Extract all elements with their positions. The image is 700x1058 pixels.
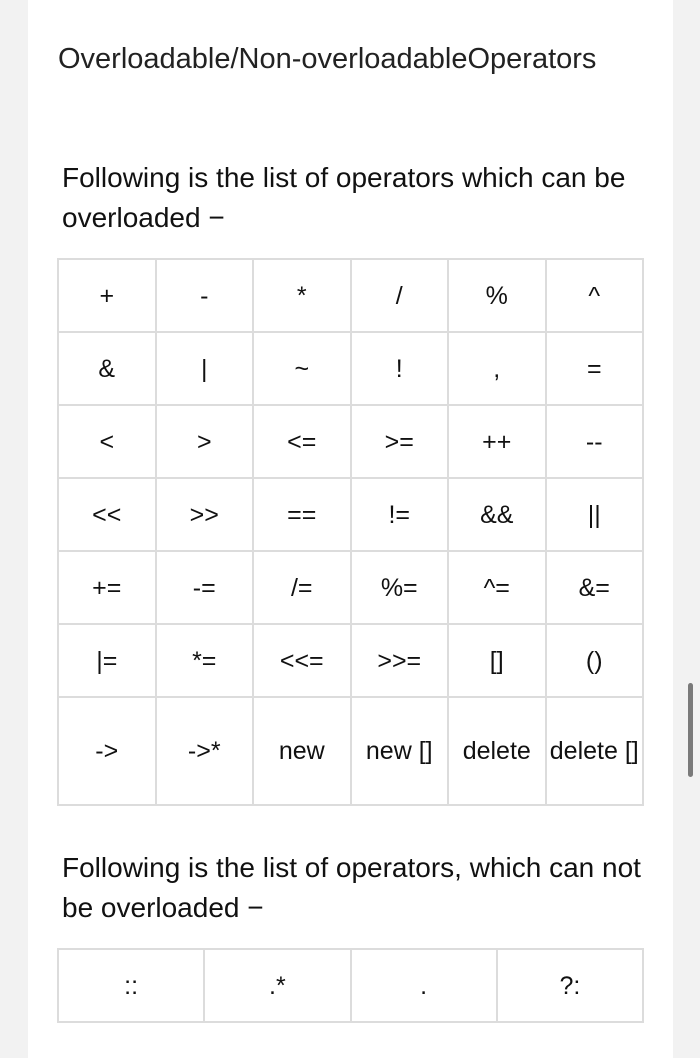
operator-cell: > [156, 405, 254, 478]
operator-cell: *= [156, 624, 254, 697]
operator-cell: << [58, 478, 156, 551]
operator-cell: % [448, 259, 546, 332]
operator-cell: ^ [546, 259, 644, 332]
operator-cell: :: [58, 949, 204, 1022]
operator-cell: | [156, 332, 254, 405]
table-row [58, 405, 643, 478]
table-row [58, 551, 643, 624]
overloadable-intro: Following is the list of operators which can be overloaded − [62, 162, 626, 233]
operator-cell: () [546, 624, 644, 697]
article-card [28, 0, 673, 1058]
page-title: Overloadable/Non-overloadableOperators [58, 43, 597, 75]
table-row [58, 697, 643, 805]
operator-cell: - [156, 259, 254, 332]
operator-cell: |= [58, 624, 156, 697]
table-row [58, 478, 643, 551]
operator-cell: + [58, 259, 156, 332]
overloadable-operators-table [57, 258, 644, 806]
table-row [58, 259, 643, 332]
operator-cell: <<= [253, 624, 351, 697]
operator-cell: / [351, 259, 449, 332]
table-row [58, 332, 643, 405]
operator-cell: >= [351, 405, 449, 478]
scrollbar-thumb[interactable] [688, 683, 693, 777]
operator-cell: ?: [497, 949, 643, 1022]
operator-cell: [] [448, 624, 546, 697]
non-overloadable-intro: Following is the list of operators, which can not be overloaded − [62, 852, 641, 923]
operator-cell: &= [546, 551, 644, 624]
operator-cell: += [58, 551, 156, 624]
operator-cell: ~ [253, 332, 351, 405]
operator-cell: new [] [351, 697, 449, 805]
operator-cell: ++ [448, 405, 546, 478]
operator-cell: /= [253, 551, 351, 624]
operator-cell: < [58, 405, 156, 478]
table-row [58, 949, 643, 1022]
operator-cell: . [351, 949, 497, 1022]
operator-cell: delete [] [546, 697, 644, 805]
table-row [58, 624, 643, 697]
operator-cell: delete [448, 697, 546, 805]
operator-cell: = [546, 332, 644, 405]
operator-cell: new [253, 697, 351, 805]
operator-cell: ! [351, 332, 449, 405]
operator-cell: != [351, 478, 449, 551]
operator-cell: * [253, 259, 351, 332]
operator-cell: >>= [351, 624, 449, 697]
operator-cell: ^= [448, 551, 546, 624]
operator-cell: == [253, 478, 351, 551]
operator-cell: -= [156, 551, 254, 624]
operator-cell: %= [351, 551, 449, 624]
non-overloadable-operators-table [57, 948, 644, 1023]
operator-cell: >> [156, 478, 254, 551]
operator-cell: ->* [156, 697, 254, 805]
operator-cell: && [448, 478, 546, 551]
operator-cell: , [448, 332, 546, 405]
operator-cell: -> [58, 697, 156, 805]
operator-cell: <= [253, 405, 351, 478]
operator-cell: & [58, 332, 156, 405]
operator-cell: -- [546, 405, 644, 478]
operator-cell: || [546, 478, 644, 551]
operator-cell: .* [204, 949, 350, 1022]
